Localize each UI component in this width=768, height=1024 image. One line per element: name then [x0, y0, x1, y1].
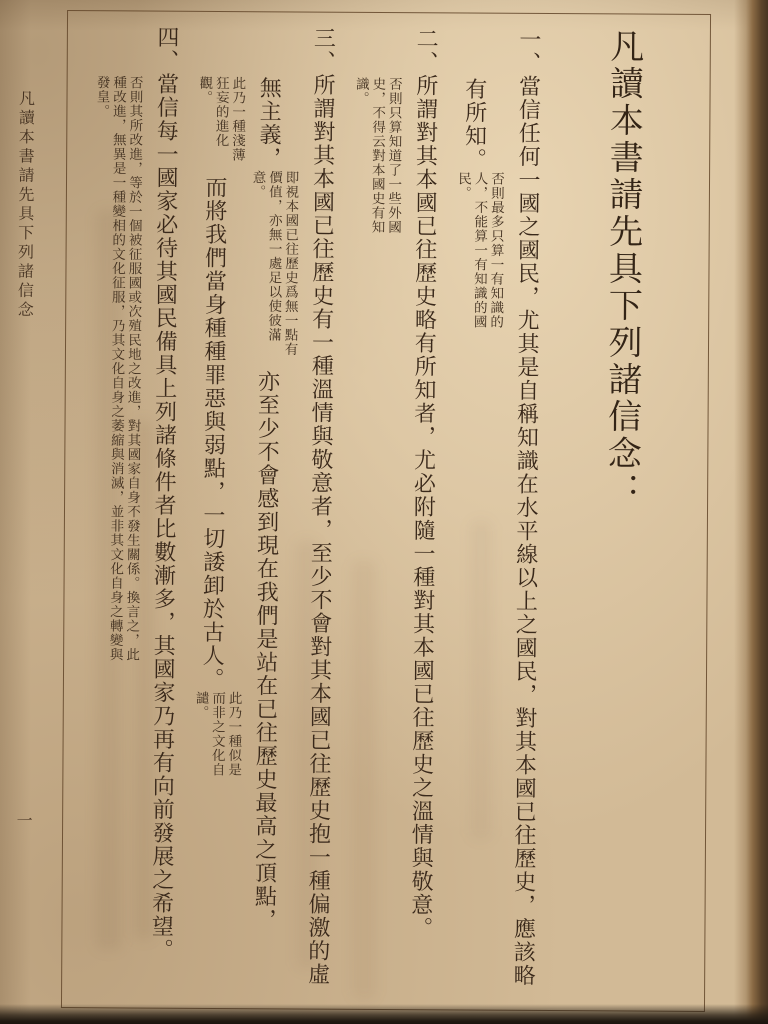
inline-annotation: 否則只算知道了一些外國史，不得云對本國史有知識。 — [352, 76, 402, 235]
item-main-text: 而將我們當身種種罪惡與弱點，一切諉卸於古人。 — [198, 175, 228, 691]
page-content — [74, 25, 656, 993]
belief-item-2 — [343, 27, 450, 992]
margin-running-title: 凡讀本書請先具下列諸信念 — [15, 89, 36, 321]
belief-item-4 — [83, 25, 190, 990]
right-page-edge-shadow — [734, 0, 768, 1024]
page-number: 一 — [14, 811, 34, 828]
bottom-photo-shadow — [0, 1004, 768, 1024]
inline-annotation: 即視本國已往歷史爲無一點有價值，亦無一處足以使彼滿意。 — [249, 169, 299, 356]
item-label: 三、 — [310, 26, 336, 74]
inline-annotation: 否則其所改進，等於一個被征服國或次殖民地之改進，對其國家自身不發生關係。換言之，此種改進，無異是一種變相的文化征服，乃其文化自身之萎縮與消滅，並非其文化自身之轉變與發皇。 — [93, 75, 143, 662]
item-label: 一、 — [515, 27, 541, 75]
item-label: 二、 — [412, 27, 439, 75]
inline-annotation: 此乃一種淺薄狂妄的進化觀。 — [196, 75, 246, 162]
item-main-text: 亦至少不會感到現在我們是站在已往歷史最高之頂點， — [251, 369, 280, 932]
inline-annotation: 此乃一種似是而非之文化自譴。 — [192, 690, 242, 777]
belief-item-3 — [186, 26, 346, 991]
item-main-text: 當信每一國家必待其國民備具上列諸條件者比數漸多，其國家乃再有向前發展之希望。 — [148, 72, 179, 962]
belief-item-1 — [445, 27, 552, 992]
page-frame-border — [61, 10, 711, 1012]
item-main-text: 當信任何一國之國民，尤其是自稱知識在水平線以上之國民，對其本國已往歷史，應該略有所知。 — [461, 74, 541, 988]
page-title: 凡讀本書請先具下列諸信念： — [601, 28, 644, 510]
inline-annotation: 否則最多只算一有知識的人，不能算一有知識的國民。 — [454, 171, 505, 329]
item-label: 四、 — [153, 25, 179, 73]
item-main-text: 所謂對其本國已往歷史略有所知者，尤必附隨一種對其本國已往歷史之溫情與敬意。 — [407, 73, 438, 940]
item-main-text: 所謂對其本國已往歷史有一種溫情與敬意者，至少不會對其本國已往歷史抱一種偏激的虛無主義， — [255, 73, 336, 987]
